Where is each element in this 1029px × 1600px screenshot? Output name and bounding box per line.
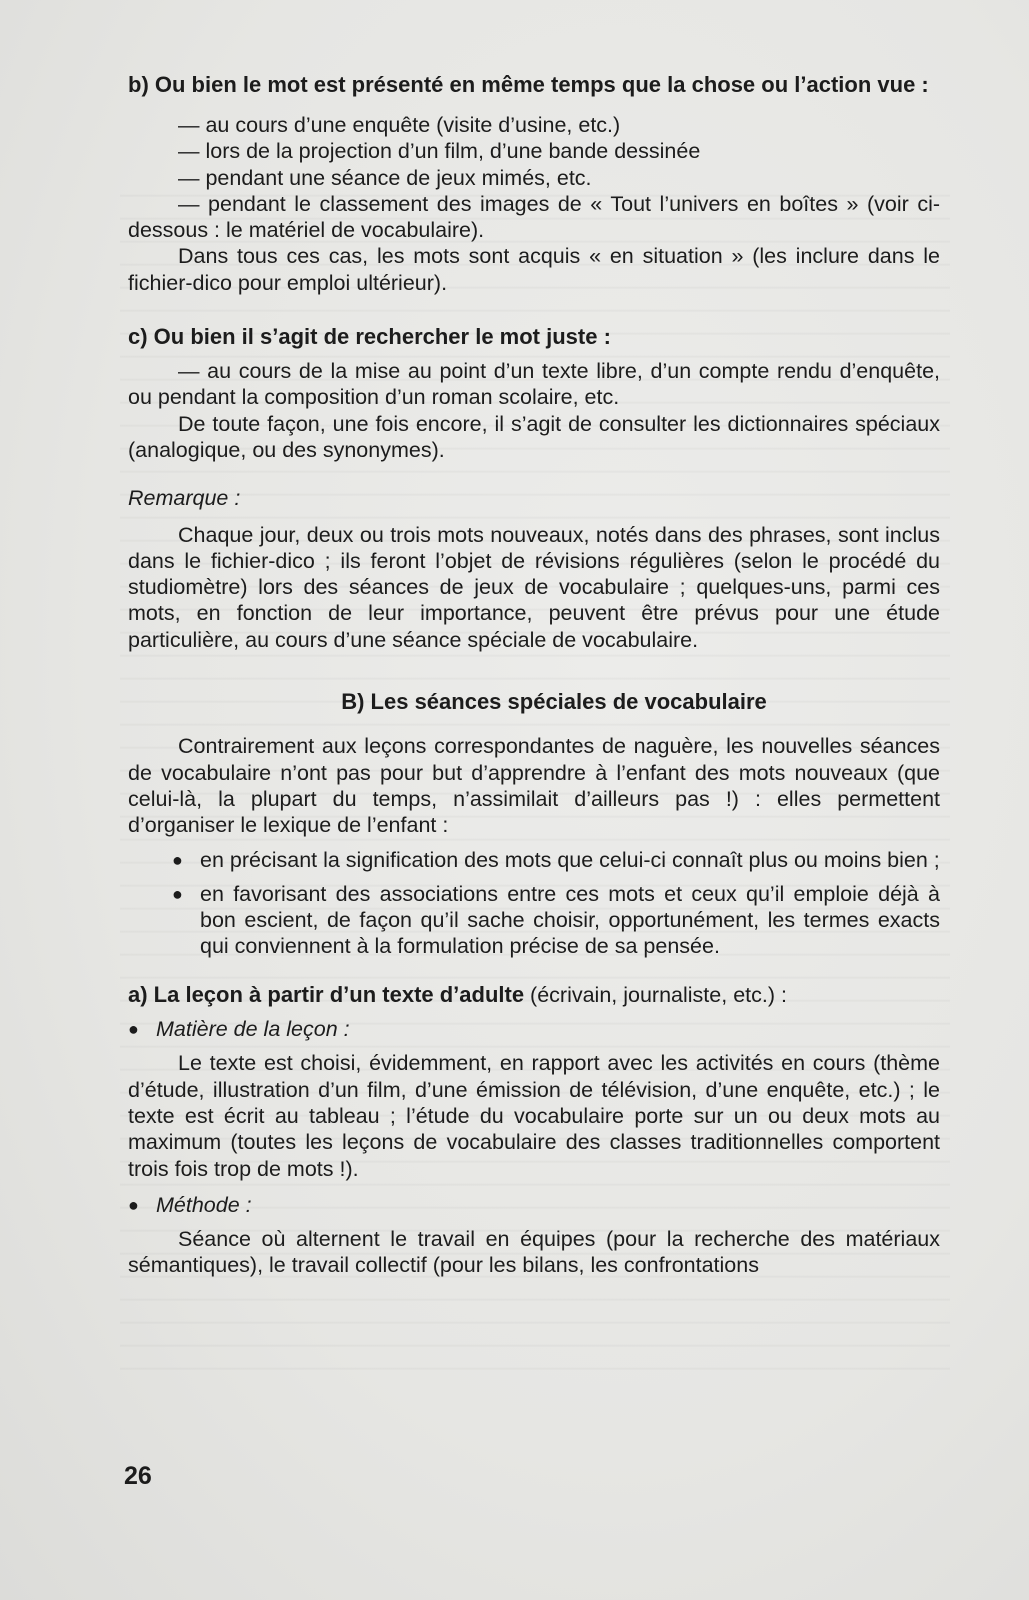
list-item: — lors de la projection d’un film, d’une bande dessinée <box>178 139 701 164</box>
section-c-heading: c) Ou bien il s’agit de rechercher le mot juste : <box>128 324 611 350</box>
bullet-icon: ● <box>172 883 183 904</box>
section-b-conclusion: Dans tous ces cas, les mots sont acquis « en situation » (les inclure dans le fichier-dico pour emploi ultérieur). <box>128 244 940 295</box>
list-item <box>128 847 940 873</box>
section-c-item: — au cours de la mise au point d’un texte libre, d’un compte rendu d’enquête, ou pendant la composition d’un roman scolaire, etc. <box>128 359 940 410</box>
matiere-text: Le texte est choisi, évidemment, en rapport avec les activités en cours (thème d’étude, illustration d’un film, d’une émission de télévision, d’une enquête, etc.) ; le texte est écrit au tableau ; l’étude du vocabulaire porte sur un ou deux mots au maximum (toutes les leçons de vocabulaire des classes traditionnelles comportent trois fois trop de mots !). <box>128 1051 940 1181</box>
methode-label: Méthode : <box>156 1192 252 1217</box>
section-b-list <box>128 112 940 243</box>
list-item: — pendant le classement des images de « Tout l’univers en boîtes » (voir ci-dessous : le matériel de vocabulaire). <box>128 191 940 243</box>
list-item: — pendant une séance de jeux mimés, etc. <box>178 165 592 190</box>
page-body <box>128 72 940 1279</box>
section-a-heading-rest: (écrivain, journaliste, etc.) : <box>524 982 787 1007</box>
list-item: — au cours d’une enquête (visite d’usine, etc.) <box>178 113 621 137</box>
section-B-heading: B) Les séances spéciales de vocabulaire <box>341 689 767 715</box>
remarque-label: Remarque : <box>128 486 241 511</box>
section-B-intro: Contrairement aux leçons correspondantes de naguère, les nouvelles séances de vocabulaire n’ont pas pour but d’apprendre à l’enfant des mots nouveaux (que celui-là, la plupart du temps, n’assimilait d’ailleurs pas !) : elles permettent d’organiser le lexique de l’enfant : <box>128 734 940 838</box>
section-a-heading: a) La leçon à partir d’un texte d’adulte <box>128 981 525 1007</box>
bullet-icon: ● <box>128 1194 139 1215</box>
list-item <box>128 881 940 960</box>
remarque-text: Chaque jour, deux ou trois mots nouveaux, notés dans des phrases, sont inclus dans le fichier-dico ; ils feront l’objet de révisions régulières (selon le procédé du studiomètre) lors des séances de jeux de vocabulaire ; quelques-uns, parmi ces mots, en fonction de leur importance, peuvent être prévus pour une étude particulière, au cours d’une séance spéciale de vocabulaire. <box>128 522 940 652</box>
methode-text: Séance où alternent le travail en équipes (pour la recherche des matériaux sémantiques), le travail collectif (pour les bilans, les confrontations <box>128 1227 940 1278</box>
matiere-label: Matière de la leçon : <box>156 1017 350 1042</box>
matiere-label-row <box>128 1016 940 1042</box>
section-b-heading: b) Ou bien le mot est présenté en même temps que la chose ou l’action vue : <box>128 72 929 97</box>
bullet-icon: ● <box>128 1019 139 1040</box>
section-a-heading-line <box>128 982 940 1008</box>
page-number: 26 <box>124 1462 152 1490</box>
bullet-text: en précisant la signification des mots que celui-ci connaît plus ou moins bien ; <box>200 847 940 872</box>
bullet-icon: ● <box>172 849 183 870</box>
methode-label-row <box>128 1192 940 1218</box>
section-c-conclusion: De toute façon, une fois encore, il s’agit de consulter les dictionnaires spéciaux (analogique, ou des synonymes). <box>128 411 940 462</box>
bullet-text: en favorisant des associations entre ces mots et ceux qu’il emploie déjà à bon escient, de façon qu’il sache choisir, opportunément, les termes exacts qui conviennent à la formulation précise de sa pensée. <box>200 881 940 959</box>
